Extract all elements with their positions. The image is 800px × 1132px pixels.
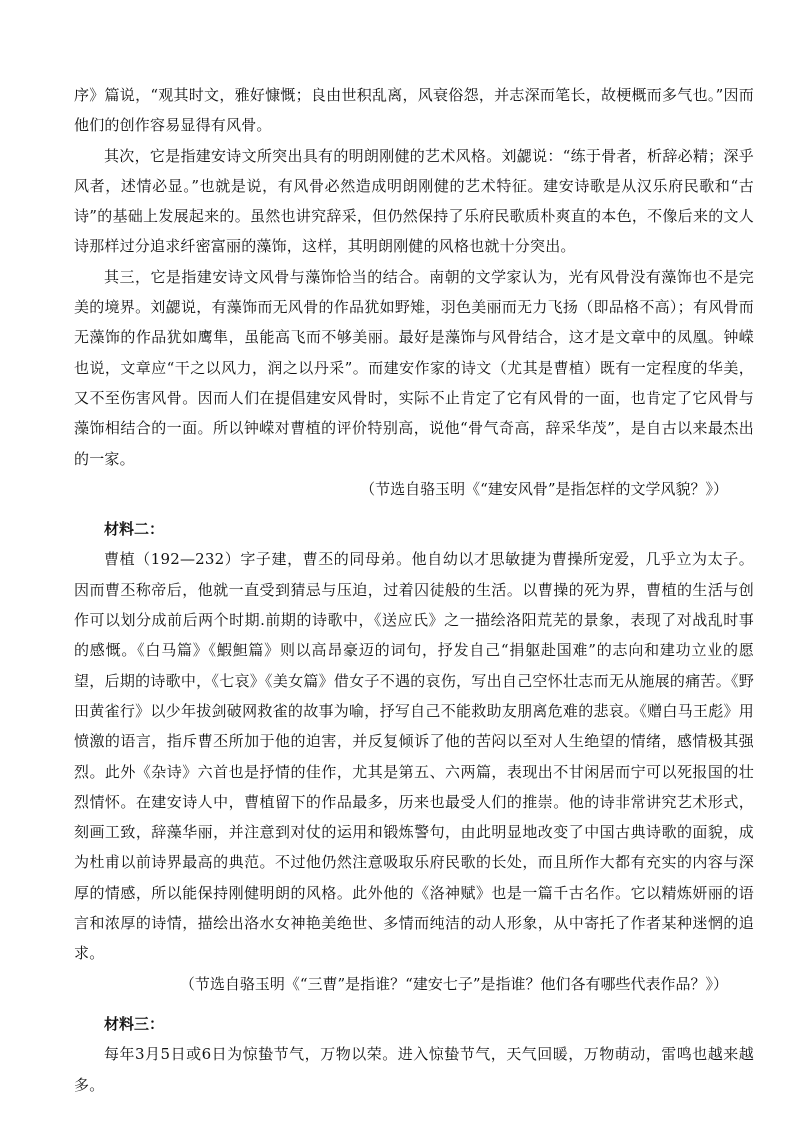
document-page	[74, 80, 754, 1100]
paragraph-second-point: 其次，它是指建安诗文所突出具有的明朗刚健的艺术风格。刘勰说：“练于骨者，析辞必精；深乎风者，述情必显。”也就是说，有风骨必然造成明朗刚健的艺术特征。建安诗歌是从汉乐府民歌和“古诗”的基础上发展起来的。虽然也讲究辞采，但仍然保持了乐府民歌质朴爽直的本色，不像后来的文人诗那样过分追求纤密富丽的藻饰，这样，其明朗刚健的风格也就十分突出。	[74, 146, 754, 256]
paragraph-intro-continuation: 序》篇说，“观其时文，雅好慷慨；良由世积乱离，风衰俗怨，并志深而笔长，故梗概而多气也。”因而他们的创作容易显得有风骨。	[74, 86, 754, 135]
paragraph-cao-zhi: 曹植（192—232）字子建，曹丕的同母弟。他自幼以才思敏捷为曹操所宠爱，几乎立为太子。因而曹丕称帝后，他就一直受到猜忌与压迫，过着囚徒般的生活。以曹操的死为界，曹植的生活与创作可以划分成前后两个时期.前期的诗歌中，《送应氏》之一描绘洛阳荒芜的景象，表现了对战乱时事的感慨。《白马篇》《鰕䱇篇》则以高昂豪迈的词句，抒发自己“捐躯赴国难”的志向和建功立业的愿望，后期的诗歌中，《七哀》《美女篇》借女子不遇的哀伤，写出自己空怀壮志而无从施展的痛苦。《野田黄雀行》以少年拔剑破网救雀的故事为喻，抒写自己不能救助友朋离危难的悲哀。《赠白马王彪》用愤激的语言，指斥曹丕所加于他的迫害，并反复倾诉了他的苦闷以至对人生绝望的情绪，感情极其强烈。此外《杂诗》六首也是抒情的佳作，尤其是第五、六两篇，表现出不甘闲居而宁可以死报国的壮烈情怀。在建安诗人中，曹植留下的作品最多，历来也最受人们的推崇。他的诗非常讲究艺术形式，刻画工致，辞藻华丽，并注意到对仗的运用和锻炼警句，由此明显地改变了中国古典诗歌的面貌，成为杜甫以前诗界最高的典范。不过他仍然注意吸取乐府民歌的长处，而且所作大都有充实的内容与深厚的情感，所以能保持刚健明朗的风格。此外他的《洛神赋》也是一篇千古名作。它以精炼妍丽的语言和浓厚的诗情，描绘出洛水女神艳美绝世、多情而纯洁的动人形象，从中寄托了作者某种迷惘的追求。	[74, 550, 754, 963]
paragraph-third-point: 其三，它是指建安诗文风骨与藻饰恰当的结合。南朝的文学家认为，光有风骨没有藻饰也不是完美的境界。刘勰说，有藻饰而无风骨的作品犹如野雉，羽色美丽而无力飞扬（即品格不高）；有风骨而无藻饰的作品犹如鹰隼，虽能高飞而不够美丽。最好是藻饰与风骨结合，这才是文章中的凤凰。钟嵘也说，文章应“干之以风力，润之以丹采”。而建安作家的诗文（尤其是曹植）既有一定程度的华美，又不至伤害风骨。因而人们在提倡建安风骨时，实际不止肯定了它有风骨的一面，也肯定了它风骨与藻饰相结合的一面。所以钟嵘对曹植的评价特别高，说他“骨气奇高，辞采华茂”，是自古以来最杰出的一家。	[74, 267, 754, 468]
section-heading-material-3: 材料三：	[104, 1014, 165, 1033]
source-citation-1: （节选自骆玉明《“建安风骨”是指怎样的文学风貌？》）	[360, 479, 728, 498]
section-heading-material-2: 材料二：	[104, 520, 165, 539]
paragraph-jingzhe: 每年3月5日或6日为惊蛰节气，万物以荣。进入惊蛰节气，天气回暖，万物萌动，雷鸣也越来越多。	[74, 1045, 754, 1094]
source-citation-2: （节选自骆玉明《“三曹”是指谁？“建安七子”是指谁？他们各有哪些代表作品？》）	[179, 974, 728, 993]
